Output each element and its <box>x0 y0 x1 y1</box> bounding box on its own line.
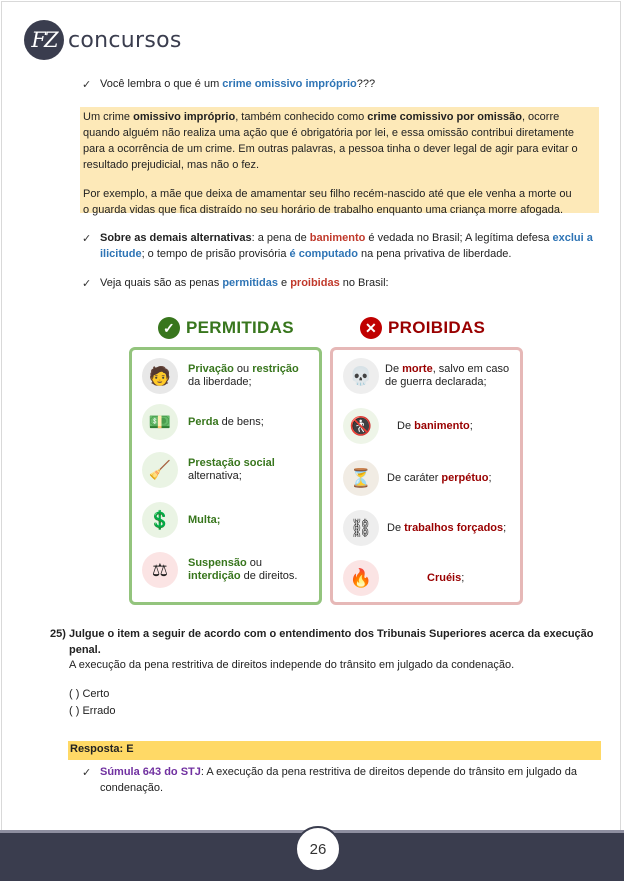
proibida-item: 🔥 Cruéis; <box>343 560 464 596</box>
skull-icon: 💀 <box>343 358 379 394</box>
proibida-item: 💀 De morte, salvo em caso de guerra declarada; <box>343 358 509 394</box>
explanation-line-3: para a ocorrência de um crime. Em outras palavras, a pessoa tinha o dever legal de agir para evitar o <box>83 143 578 155</box>
proibida-item: ⏳ De caráter perpétuo; <box>343 460 492 496</box>
check-circle-icon: ✓ <box>158 317 180 339</box>
bullet-question-omissivo: Você lembra o que é um crime omissivo impróprio??? <box>100 78 376 90</box>
option-errado[interactable]: ( ) Errado <box>69 705 116 717</box>
proibida-item: 🚷 De banimento; <box>343 408 473 444</box>
logo-mark: FZ <box>24 20 64 60</box>
checkmark-icon: ✓ <box>82 79 92 91</box>
bullet-penas: Veja quais são as penas permitidas e proibidas no Brasil: <box>100 277 389 289</box>
money-hand-icon: 💵 <box>142 404 178 440</box>
banishment-icon: 🚷 <box>343 408 379 444</box>
option-certo[interactable]: ( ) Certo <box>69 688 110 700</box>
explanation-line-2: quando alguém não realiza uma ação que é obrigatória por lei, e essa omissão contribui diretamente <box>83 127 575 139</box>
explanation-line-4: resultado prejudicial, mas não o fez. <box>83 159 260 171</box>
worker-icon: 🧹 <box>142 452 178 488</box>
answer-bar <box>68 741 601 760</box>
brand-logo <box>24 20 182 60</box>
answer-label: Resposta: E <box>70 743 134 755</box>
permitida-item: 💲 Multa; <box>142 502 220 538</box>
proibidas-title: ✕ PROIBIDAS <box>360 316 485 340</box>
question-number: 25) <box>50 628 66 640</box>
question-statement: A execução da pena restritiva de direitos independe do trânsito em julgado da condenação. <box>69 659 515 671</box>
hourglass-icon: ⏳ <box>343 460 379 496</box>
torture-icon: 🔥 <box>343 560 379 596</box>
permitida-item: 💵 Perda de bens; <box>142 404 264 440</box>
prisoner-icon: 🧑 <box>142 358 178 394</box>
answer-explanation-line-2: condenação. <box>100 782 163 794</box>
example-line-2: o guarda vidas que fica distraído no seu horário de trabalho enquanto uma criança morre afogada. <box>83 204 564 216</box>
proibidas-box <box>330 347 523 605</box>
checkmark-icon: ✓ <box>82 233 92 245</box>
permitidas-title: ✓ PERMITIDAS <box>158 316 294 340</box>
chain-ball-icon: ⛓ <box>343 510 379 546</box>
scales-clock-icon: ⚖ <box>142 552 178 588</box>
permitida-item: 🧑 Privação ou restrição da liberdade; <box>142 358 299 394</box>
checkmark-icon: ✓ <box>82 767 92 779</box>
bullet-alternatives-line-2: ilicitude; o tempo de prisão provisória é computado na pena privativa de liberdade. <box>100 248 512 260</box>
logo-text: concursos <box>68 27 182 53</box>
question-title-line-2: penal. <box>69 644 101 656</box>
x-circle-icon: ✕ <box>360 317 382 339</box>
bill-icon: 💲 <box>142 502 178 538</box>
bullet-alternatives-line-1: Sobre as demais alternativas: a pena de banimento é vedada no Brasil; A legítima defesa exclui a <box>100 232 593 244</box>
permitida-item: ⚖ Suspensão ou interdição de direitos. <box>142 552 297 588</box>
answer-explanation-line-1: Súmula 643 do STJ: A execução da pena restritiva de direitos depende do trânsito em julgado da <box>100 766 577 778</box>
example-line-1: Por exemplo, a mãe que deixa de amamentar seu filho recém-nascido até que ele venha a morte ou <box>83 188 572 200</box>
permitida-item: 🧹 Prestação social alternativa; <box>142 452 275 488</box>
explanation-line-1: Um crime omissivo impróprio, também conhecido como crime comissivo por omissão, ocorre <box>83 111 560 123</box>
proibida-item: ⛓ De trabalhos forçados; <box>343 510 506 546</box>
page-number: 26 <box>295 826 341 872</box>
checkmark-icon: ✓ <box>82 278 92 290</box>
question-title-line-1: Julgue o item a seguir de acordo com o entendimento dos Tribunais Superiores acerca da execução <box>69 628 594 640</box>
permitidas-box <box>129 347 322 605</box>
explanation-box <box>80 107 599 216</box>
